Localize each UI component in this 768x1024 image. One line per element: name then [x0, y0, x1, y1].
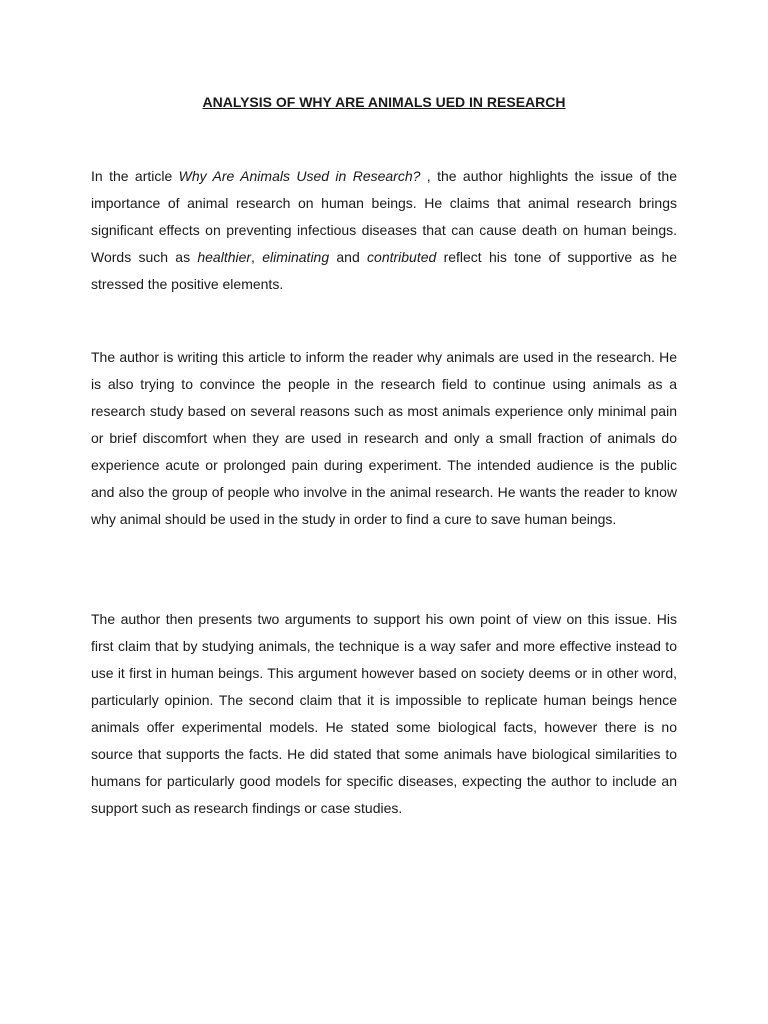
paragraph-1-text-d: and [329, 249, 368, 265]
keyword-healthier: healthier [197, 249, 252, 265]
keyword-eliminating: eliminating [262, 249, 330, 265]
document-title: ANALYSIS OF WHY ARE ANIMALS UED IN RESEARCH [202, 94, 566, 110]
article-title: Why Are Animals Used in Research? [178, 168, 421, 184]
paragraph-1-text-e: reflect his tone of supportive as he stressed the positive elements. [91, 249, 678, 292]
paragraph-3: The author then presents two arguments to support his own point of view on this issue. His first claim that by studying animals, the technique is a way safer and more effective instead to use it first in human beings. This argument however based on society deems or in other word, particularly opinion. The second claim that it is impossible to replicate human beings hence animals offer experimental models. He stated some biological facts, however there is no source that supports the facts. He did stated that some animals have biological similarities to humans for particularly good models for specific diseases, expecting the author to include an support such as research findings or case studies. [91, 611, 677, 816]
paragraph-2: The author is writing this article to inform the reader why animals are used in the research. He is also trying to convince the people in the research field to continue using animals as a research study based on several reasons such as most animals experience only minimal pain or brief discomfort when they are used in research and only a small fraction of animals do experience acute or prolonged pain during experiment. The intended audience is the public and also the group of people who involve in the animal research. He wants the reader to know why animal should be used in the study in order to find a cure to save human beings. [91, 349, 677, 527]
paragraph-1 [91, 163, 677, 298]
paragraph-1-text-c: , [251, 249, 263, 265]
keyword-contributed: contributed [367, 249, 437, 265]
paragraph-1-text-b: , the author highlights the issue of the importance of animal research on human beings. He claims that animal research brings significant effects on preventing infectious diseases that can cause death on human beings. Words such as [91, 168, 677, 265]
paragraph-1-text-a: In the article [91, 168, 179, 184]
